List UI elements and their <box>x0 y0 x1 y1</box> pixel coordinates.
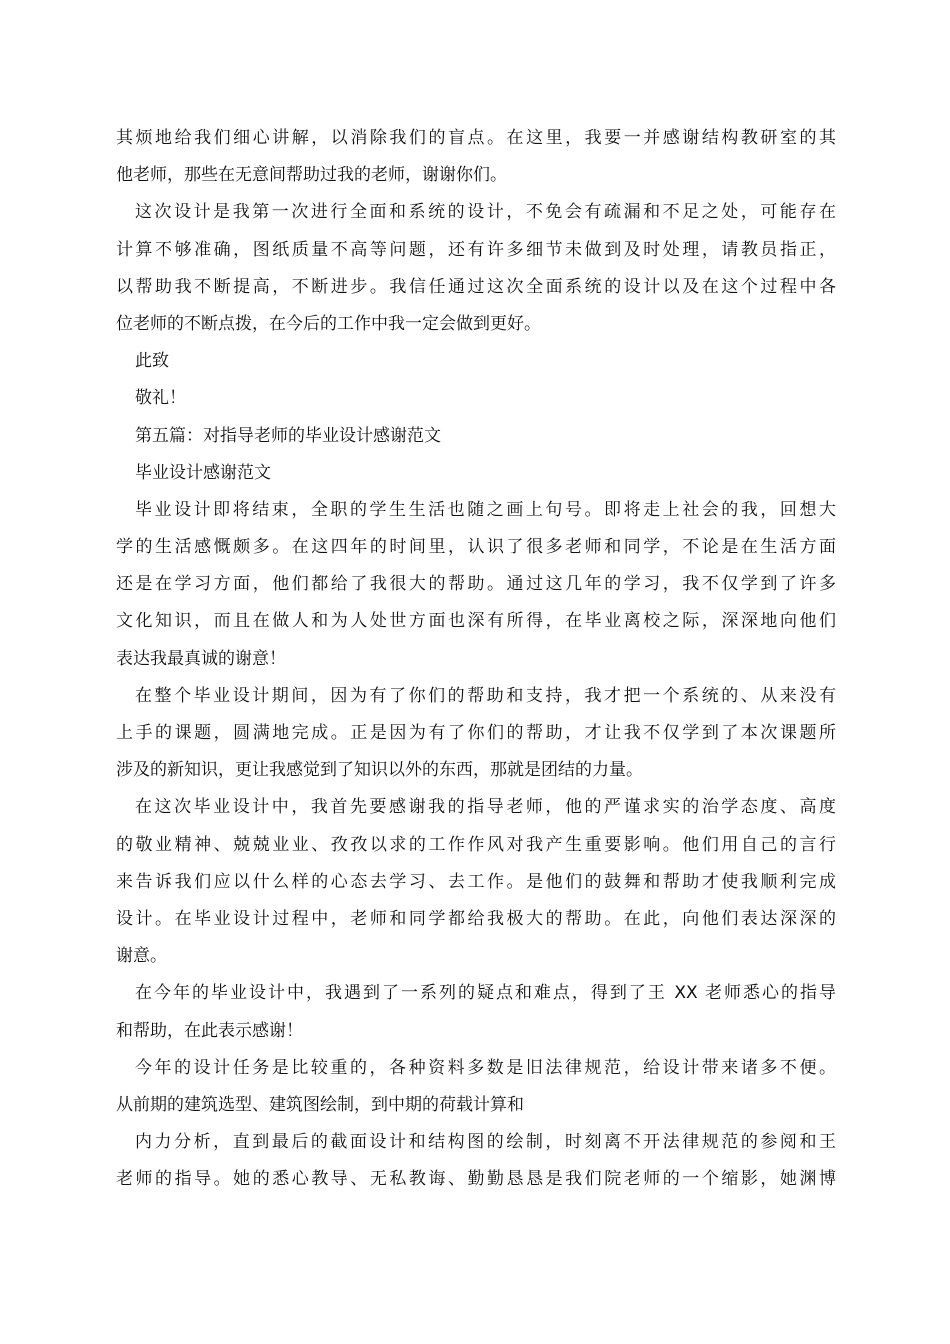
text-line: 今年的设计任务是比较重的，各种资料多数是旧法律规范，给设计带来诸多不便。 <box>135 1057 836 1078</box>
text-line: 文化知识，而且在做人和为人处世方面也深有所得，在毕业离校之际，深深地向他们 <box>116 611 836 632</box>
text-line: 以帮助我不断提高，不断进步。我信任通过这次全面系统的设计以及在这个过程中各 <box>116 276 836 297</box>
section-subheading: 毕业设计感谢范文 <box>135 462 271 483</box>
text-line: 在今年的毕业设计中，我遇到了一系列的疑点和难点，得到了王 XX 老师悉心的指导 <box>135 983 836 1004</box>
text-line: 从前期的建筑选型、建筑图绘制，到中期的荷载计算和 <box>116 1094 524 1115</box>
text-line: 毕业设计即将结束，全职的学生生活也随之画上句号。即将走上社会的我，回想大 <box>135 499 836 520</box>
text-line: 和帮助，在此表示感谢！ <box>116 1020 303 1041</box>
text-line: 在整个毕业设计期间，因为有了你们的帮助和支持，我才把一个系统的、从来没有 <box>135 685 836 706</box>
text-line: 涉及的新知识，更让我感觉到了知识以外的东西，那就是团结的力量。 <box>116 760 643 781</box>
text-line: 计算不够准确，图纸质量不高等问题，还有许多细节未做到及时处理，请教员指正， <box>116 239 836 260</box>
text-line: 在这次毕业设计中，我首先要感谢我的指导老师，他的严谨求实的治学态度、高度 <box>135 797 836 818</box>
text-line: 位老师的不断点拨，在今后的工作中我一定会做到更好。 <box>116 313 541 334</box>
text-line: 还是在学习方面，他们都给了我很大的帮助。通过这几年的学习，我不仅学到了许多 <box>116 574 836 595</box>
text-line: 学的生活感慨颇多。在这四年的时间里，认识了很多老师和同学，不论是在生活方面 <box>116 537 836 558</box>
text-line: 内力分析，直到最后的截面设计和结构图的绘制，时刻离不开法律规范的参阅和王 <box>135 1132 836 1153</box>
text-line: 谢意。 <box>116 946 167 967</box>
text-line: 其烦地给我们细心讲解，以消除我们的盲点。在这里，我要一并感谢结构教研室的其 <box>116 128 836 148</box>
text-line: 上手的课题，圆满地完成。正是因为有了你们的帮助，才让我不仅学到了本次课题所 <box>116 723 836 743</box>
text-line: 敬礼！ <box>135 388 186 409</box>
document-page <box>116 120 836 1198</box>
text-line: 的敬业精神、兢兢业业、孜孜以求的工作作风对我产生重要影响。他们用自己的言行 <box>116 834 836 855</box>
text-line: 来告诉我们应以什么样的心态去学习、去工作。是他们的鼓舞和帮助才使我顺利完成 <box>116 871 836 892</box>
text-line: 此致 <box>135 351 169 372</box>
text-line: 表达我最真诚的谢意！ <box>116 648 286 669</box>
text-line: 老师的指导。她的悉心教导、无私教诲、勤勤恳恳是我们院老师的一个缩影，她渊博 <box>116 1169 836 1190</box>
text-line: 这次设计是我第一次进行全面和系统的设计，不免会有疏漏和不足之处，可能存在 <box>135 202 836 223</box>
section-heading: 第五篇：对指导老师的毕业设计感谢范文 <box>135 425 441 446</box>
text-line: 他老师，那些在无意间帮助过我的老师，谢谢你们。 <box>116 165 507 186</box>
text-line: 设计。在毕业设计过程中，老师和同学都给我极大的帮助。在此，向他们表达深深的 <box>116 908 836 929</box>
